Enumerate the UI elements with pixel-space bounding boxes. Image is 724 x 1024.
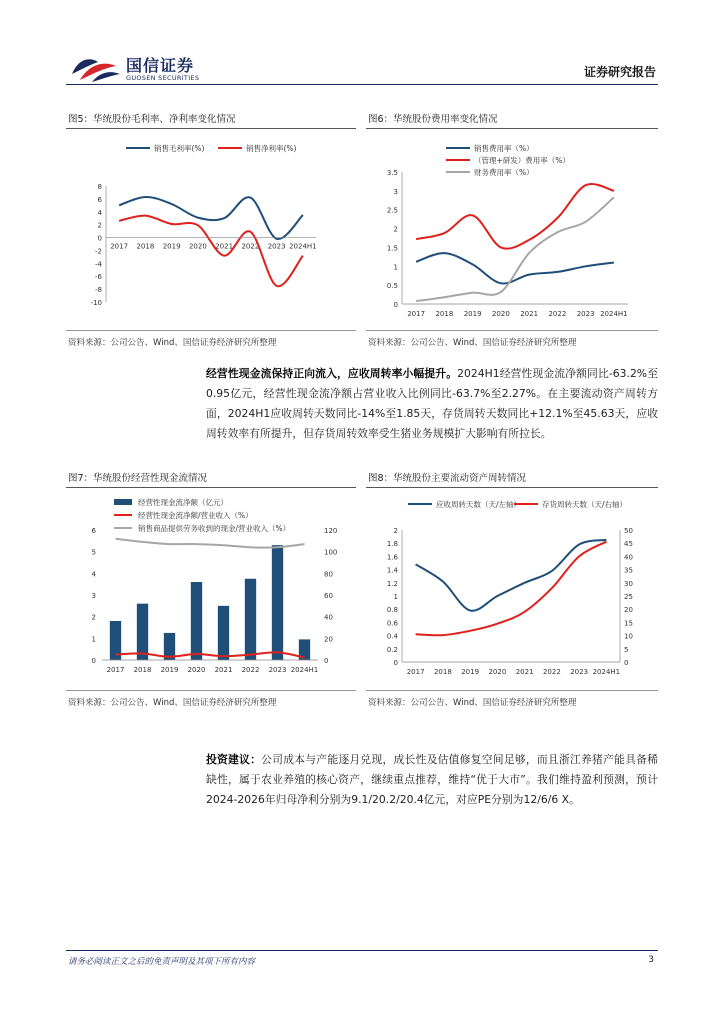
fig5-xtick-3: 2020 (188, 242, 207, 251)
fig7-xtick-6: 2023 (268, 666, 287, 674)
fig5-legend-label-0: 销售毛利率(%) (154, 144, 205, 153)
fig7-left-ytick-1: 5 (91, 548, 96, 557)
fig6-xtick-2: 2019 (463, 310, 482, 318)
fig5-caption: 图5：华统股份毛利率、净利率变化情况 (68, 114, 236, 125)
fig7-bar-4 (218, 606, 229, 660)
fig6-legend-label-1: （管理+研发）费用率（%） (474, 156, 570, 165)
fig6-xtick-7: 2024H1 (600, 310, 628, 318)
fig6-ytick-1: 3 (393, 187, 398, 196)
fig6-legend-label-2: 财务费用率（%） (474, 168, 534, 177)
fig8-xtick-5: 2022 (542, 668, 561, 676)
fig8-right-ytick-7: 15 (624, 619, 633, 628)
fig7-left-ytick-4: 2 (91, 613, 96, 622)
fig5-rule (66, 128, 356, 129)
fig8-legend-label-0: 应收周转天数（天/左轴） (436, 500, 522, 509)
header-rule (66, 84, 658, 85)
fig7-bar-5 (245, 579, 256, 660)
fig6-ytick-5: 1 (393, 263, 398, 272)
fig8-source: 资料来源：公司公告、Wind、国信证券经济研究所整理 (368, 698, 577, 708)
fig8-left-ytick-9: 0.2 (386, 645, 398, 654)
fig8-series-line-0 (416, 540, 607, 611)
fig7-xtick-5: 2022 (241, 666, 260, 674)
paragraph-cashflow-body: 2024H1经营性现金流净额同比-63.2%至0.95亿元，经营性现金流净额占营业收入比例同比-63.7%至2.27%。在主要流动资产周转方面，2024H1应收周转天数同比-14%至1.85天，存货周转天数同比+12.1%至45.63天，应收周转效率有所提升，但存货周转效率受生猪业务规模扩大影响有所拉长。 (206, 367, 658, 440)
fig5-ytick-3: 2 (97, 221, 102, 230)
fig6-ytick-4: 1.5 (386, 244, 398, 253)
fig6-xtick-0: 2017 (407, 310, 426, 318)
fig8-xtick-6: 2023 (570, 668, 589, 676)
fig5-ytick-5: -2 (95, 247, 102, 256)
fig7-left-ytick-5: 1 (91, 635, 96, 644)
fig8-left-ytick-7: 0.6 (386, 619, 398, 628)
fig5-chart (66, 132, 356, 324)
fig7-source: 资料来源：公司公告、Wind、国信证券经济研究所整理 (68, 698, 277, 708)
fig7-legend-label-2: 销售商品提供劳务收到的现金/营业收入（%） (138, 524, 291, 533)
fig6-caption: 图6：华统股份费用率变化情况 (368, 114, 498, 125)
fig8-xtick-2: 2019 (461, 668, 480, 676)
logo-text-cn: 国信证券 (126, 56, 195, 75)
fig7-caption: 图7：华统股份经营性现金流情况 (68, 473, 208, 484)
fig5-ytick-9: -10 (90, 299, 102, 307)
fig8-xtick-7: 2024H1 (592, 668, 621, 676)
fig6-xtick-5: 2022 (548, 310, 567, 318)
fig7-right-ytick-0: 120 (324, 527, 338, 535)
fig5-ytick-8: -8 (95, 286, 102, 295)
fig7-bottom-rule (66, 690, 356, 691)
logo-text-en: GUOSEN SECURITIES (126, 74, 200, 82)
fig5-bottom-rule (66, 330, 356, 331)
fig7-xtick-2: 2019 (160, 666, 179, 674)
fig8-left-ytick-1: 1.8 (386, 540, 398, 549)
page-number: 3 (648, 955, 654, 965)
fig7-left-ytick-2: 4 (91, 570, 96, 579)
paragraph-investment-body: 公司成本与产能逐月兑现，成长性及估值修复空间足够，而且浙江养猪产能具备稀缺性，属于农业养殖的核心资产，继续重点推荐，维持“优于大市”。我们维持盈利预测，预计2024-2026年归母净利分别为9.1/20.2/20.4亿元，对应PE分别为12/6/6 X。 (206, 753, 659, 806)
fig6-ytick-2: 2.5 (386, 206, 398, 215)
fig6-xtick-1: 2018 (435, 310, 454, 318)
fig7-right-ytick-5: 20 (324, 635, 333, 644)
fig7-right-ytick-3: 60 (324, 592, 333, 600)
fig7-bar-3 (191, 582, 202, 660)
footer-disclaimer: 请务必阅读正文之后的免责声明及其项下所有内容 (68, 957, 256, 967)
fig5-ytick-7: -6 (95, 273, 102, 282)
fig7-left-ytick-0: 6 (91, 527, 96, 535)
fig8-left-ytick-5: 1 (393, 593, 398, 601)
fig8-left-ytick-8: 0.4 (386, 632, 398, 641)
fig5-xtick-4: 2021 (215, 242, 234, 251)
fig7-left-ytick-6: 0 (91, 657, 96, 665)
fig8-right-ytick-3: 35 (624, 566, 633, 575)
paragraph-cashflow-lead: 经营性现金流保持正向流入，应收周转率小幅提升。 (206, 367, 458, 380)
fig8-xtick-4: 2021 (515, 668, 534, 676)
fig5-xtick-0: 2017 (110, 242, 129, 251)
fig5-ytick-1: 6 (97, 195, 102, 204)
fig8-right-ytick-1: 45 (624, 540, 633, 549)
report-type: 证券研究报告 (583, 65, 656, 79)
fig7-right-ytick-6: 0 (324, 657, 329, 665)
fig5-xtick-7: 2024H1 (289, 242, 317, 251)
fig8-right-ytick-0: 50 (624, 527, 633, 535)
footer-rule (66, 950, 658, 951)
paragraph-investment (206, 750, 658, 810)
fig5-ytick-2: 4 (97, 208, 102, 217)
fig5-ytick-6: -4 (95, 260, 102, 269)
fig5-source: 资料来源：公司公告、Wind、国信证券经济研究所整理 (68, 338, 277, 348)
fig6-xtick-6: 2023 (576, 310, 595, 318)
fig8-right-ytick-8: 10 (624, 632, 633, 641)
fig5-xtick-6: 2023 (267, 242, 286, 251)
fig7-right-ytick-4: 40 (324, 613, 333, 622)
fig7-chart (66, 490, 356, 686)
fig8-left-ytick-3: 1.4 (386, 566, 398, 575)
fig7-right-ytick-1: 100 (324, 548, 338, 557)
fig6-ytick-3: 2 (393, 225, 398, 234)
guosen-logo-icon (70, 52, 122, 84)
fig6-series-line-1 (416, 184, 614, 249)
fig5-legend-label-1: 销售净利率(%) (246, 144, 297, 153)
logo (70, 52, 220, 84)
fig7-rule (66, 487, 356, 488)
fig6-ytick-7: 0 (393, 301, 398, 309)
fig5-ytick-4: 0 (97, 234, 102, 243)
fig8-chart (366, 490, 658, 686)
fig7-legend-label-0: 经营性现金流净额（亿元） (138, 498, 228, 507)
fig7-bar-1 (137, 604, 148, 660)
fig6-bottom-rule (366, 330, 658, 331)
fig6-ytick-0: 3.5 (386, 169, 398, 177)
fig5-xtick-5: 2022 (241, 242, 260, 251)
fig6-legend-label-0: 销售费用率（%） (474, 144, 534, 153)
fig6-source: 资料来源：公司公告、Wind、国信证券经济研究所整理 (368, 338, 577, 348)
fig7-xtick-4: 2021 (214, 666, 233, 674)
paragraph-investment-lead: 投资建议： (206, 753, 262, 766)
fig5-xtick-2: 2019 (162, 242, 181, 251)
fig7-legend-swatch-0 (114, 499, 132, 505)
fig8-xtick-0: 2017 (406, 668, 425, 676)
fig5-ytick-0: 8 (97, 183, 102, 191)
fig5-xtick-1: 2018 (136, 242, 155, 251)
fig6-ytick-6: 0.5 (386, 282, 398, 291)
fig7-xtick-7: 2024H1 (290, 666, 319, 674)
fig8-left-ytick-6: 0.8 (386, 606, 398, 615)
fig8-xtick-3: 2020 (488, 668, 507, 676)
fig8-caption: 图8：华统股份主要流动资产周转情况 (368, 473, 527, 484)
fig7-xtick-0: 2017 (106, 666, 125, 674)
fig8-rule (366, 487, 658, 488)
fig8-left-ytick-10: 0 (393, 659, 398, 667)
fig7-bar-6 (272, 545, 283, 660)
fig6-xtick-3: 2020 (491, 310, 510, 318)
fig8-right-ytick-5: 25 (624, 593, 633, 601)
fig8-xtick-1: 2018 (433, 668, 452, 676)
fig5-series-line-1 (119, 216, 303, 287)
fig6-chart (366, 132, 658, 324)
fig8-right-ytick-10: 0 (624, 659, 629, 667)
fig7-xtick-3: 2020 (187, 666, 206, 674)
fig8-right-ytick-6: 20 (624, 606, 633, 615)
fig8-right-ytick-2: 40 (624, 553, 633, 562)
fig8-legend-label-1: 存货周转天数（天/右轴） (542, 500, 628, 509)
paragraph-cashflow (206, 364, 658, 444)
fig7-legend-label-1: 经营性现金流净额/营业收入（%） (138, 511, 253, 520)
fig8-left-ytick-4: 1.2 (386, 579, 398, 588)
fig7-left-ytick-3: 3 (91, 592, 96, 600)
fig8-left-ytick-0: 2 (393, 527, 398, 535)
fig8-bottom-rule (366, 690, 658, 691)
fig6-series-line-2 (416, 197, 614, 301)
fig6-xtick-4: 2021 (520, 310, 539, 318)
fig8-left-ytick-2: 1.6 (386, 553, 398, 562)
fig6-rule (366, 128, 658, 129)
fig8-right-ytick-4: 30 (624, 579, 633, 588)
fig7-right-ytick-2: 80 (324, 570, 333, 579)
fig5-series-line-0 (119, 197, 303, 239)
fig7-xtick-1: 2018 (133, 666, 152, 674)
fig6-series-line-0 (416, 253, 614, 283)
fig8-right-ytick-9: 5 (624, 645, 629, 654)
